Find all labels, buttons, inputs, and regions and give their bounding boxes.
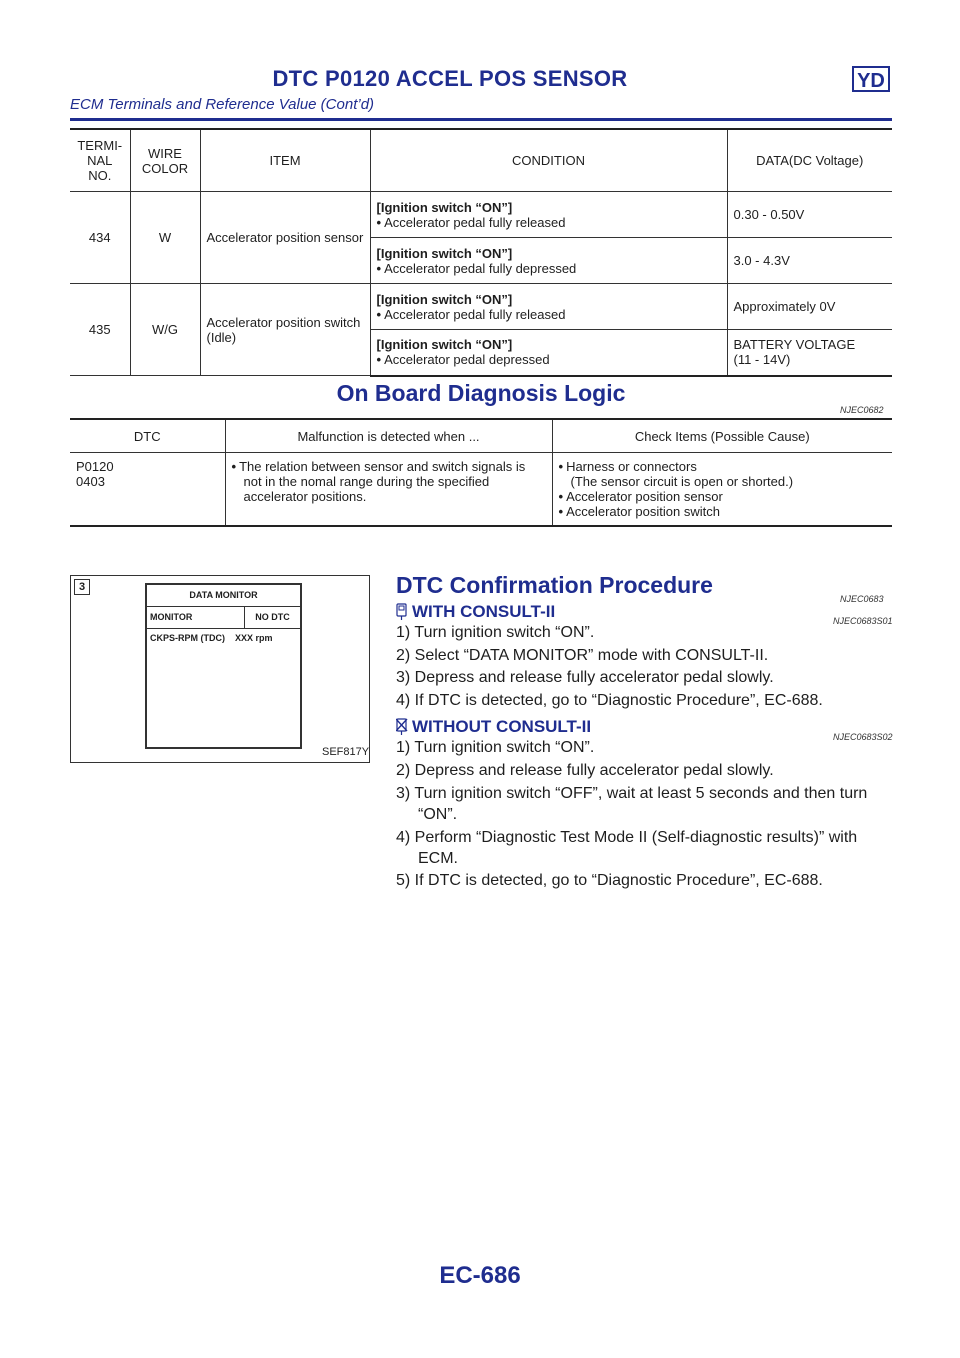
table-header-row bbox=[70, 419, 892, 453]
data-value: 3.0 - 4.3V bbox=[727, 238, 892, 284]
item-name: Accelerator position sensor bbox=[200, 192, 370, 284]
header-rule bbox=[70, 118, 892, 121]
screen-divider bbox=[147, 628, 300, 629]
consult-screen bbox=[145, 583, 302, 749]
no-consult-tool-icon bbox=[396, 718, 408, 736]
condition-heading: [Ignition switch “ON”] bbox=[376, 199, 513, 215]
condition-cell bbox=[370, 192, 727, 238]
with-step-2: 2) Select “DATA MONITOR” mode with CONSULT-II. bbox=[396, 647, 769, 664]
check-item: • Harness or connectors (The sensor circuit is open or shorted.) bbox=[559, 459, 887, 489]
condition-bullet: • Accelerator pedal depressed bbox=[377, 352, 721, 367]
item-name: Accelerator position switch (Idle) bbox=[200, 284, 370, 376]
obd-section-title: On Board Diagnosis Logic bbox=[336, 380, 626, 406]
condition-cell bbox=[370, 284, 727, 330]
screen-monitor-label: MONITOR bbox=[147, 607, 245, 628]
data-value: 0.30 - 0.50V bbox=[727, 192, 892, 238]
dtc-code: P0120 0403 bbox=[70, 453, 225, 527]
without-step-1: 1) Turn ignition switch “ON”. bbox=[396, 739, 595, 756]
check-items bbox=[552, 453, 892, 527]
malfunction-text bbox=[225, 453, 552, 527]
table-row bbox=[70, 284, 892, 330]
with-consult-code: NJEC0683S01 bbox=[833, 616, 893, 626]
check-item: • Accelerator position switch bbox=[559, 504, 887, 519]
with-step-1: 1) Turn ignition switch “ON”. bbox=[396, 624, 595, 641]
condition-heading: [Ignition switch “ON”] bbox=[376, 291, 513, 307]
data-value: BATTERY VOLTAGE (11 - 14V) bbox=[727, 330, 892, 376]
screen-data-line: CKPS-RPM (TDC) XXX rpm bbox=[150, 633, 273, 643]
malfunction-bullet: • The relation between sensor and switch signals is not in the nomal range during the specified accelerator positions. bbox=[232, 459, 546, 504]
condition-bullet: • Accelerator pedal fully released bbox=[377, 215, 721, 230]
figure-caption: SEF817Y bbox=[322, 746, 370, 758]
wire-color: W/G bbox=[130, 284, 200, 376]
condition-bullet: • Accelerator pedal fully depressed bbox=[377, 261, 721, 276]
table-row bbox=[70, 192, 892, 238]
without-consult-code: NJEC0683S02 bbox=[833, 732, 893, 742]
with-step-4: 4) If DTC is detected, go to “Diagnostic Procedure”, EC-688. bbox=[396, 692, 823, 709]
condition-bullet: • Accelerator pedal fully released bbox=[377, 307, 721, 322]
screen-title: DATA MONITOR bbox=[147, 585, 300, 607]
page-subtitle: ECM Terminals and Reference Value (Cont’d) bbox=[70, 96, 375, 113]
engine-badge: YD bbox=[852, 66, 890, 92]
terminal-number: 435 bbox=[70, 284, 130, 376]
page-title: DTC P0120 ACCEL POS SENSOR bbox=[272, 66, 628, 91]
page-number: EC-686 bbox=[439, 1262, 521, 1289]
without-consult-heading: WITHOUT CONSULT-II bbox=[412, 717, 592, 736]
header-condition: CONDITION bbox=[370, 129, 727, 192]
consult-tool-icon bbox=[396, 603, 407, 621]
condition-heading: [Ignition switch “ON”] bbox=[376, 245, 513, 261]
without-step-3: 3) Turn ignition switch “OFF”, wait at least 5 seconds and then turn “ON”. bbox=[396, 785, 868, 823]
confirmation-title: DTC Confirmation Procedure bbox=[396, 572, 713, 598]
screen-no-dtc-label: NO DTC bbox=[255, 612, 290, 622]
header-dtc: DTC bbox=[70, 419, 225, 453]
without-step-5: 5) If DTC is detected, go to “Diagnostic Procedure”, EC-688. bbox=[396, 872, 823, 889]
with-consult-heading: WITH CONSULT-II bbox=[412, 602, 556, 621]
condition-cell bbox=[370, 238, 727, 284]
without-step-2: 2) Depress and release fully accelerator pedal slowly. bbox=[396, 762, 774, 779]
header-wire-color: WIRE COLOR bbox=[130, 129, 200, 192]
header-data: DATA(DC Voltage) bbox=[727, 129, 892, 192]
terminal-number: 434 bbox=[70, 192, 130, 284]
condition-heading: [Ignition switch “ON”] bbox=[376, 337, 513, 353]
condition-cell bbox=[370, 330, 727, 376]
header-malfunction: Malfunction is detected when ... bbox=[225, 419, 552, 453]
without-step-4: 4) Perform “Diagnostic Test Mode II (Self-diagnostic results)” with ECM. bbox=[396, 829, 858, 867]
check-item: • Accelerator position sensor bbox=[559, 489, 887, 504]
terminal-reference-table bbox=[70, 128, 892, 377]
data-value: Approximately 0V bbox=[727, 284, 892, 330]
diagnosis-logic-table bbox=[70, 418, 892, 527]
table-header-row bbox=[70, 129, 892, 192]
table-row bbox=[70, 453, 892, 527]
obd-section-code: NJEC0682 bbox=[840, 405, 884, 415]
figure-mark: 3 bbox=[74, 579, 90, 595]
header-check-items: Check Items (Possible Cause) bbox=[552, 419, 892, 453]
with-step-3: 3) Depress and release fully accelerator pedal slowly. bbox=[396, 669, 774, 686]
header-item: ITEM bbox=[200, 129, 370, 192]
confirmation-code: NJEC0683 bbox=[840, 594, 884, 604]
wire-color: W bbox=[130, 192, 200, 284]
header-terminal: TERMI- NAL NO. bbox=[70, 129, 130, 192]
